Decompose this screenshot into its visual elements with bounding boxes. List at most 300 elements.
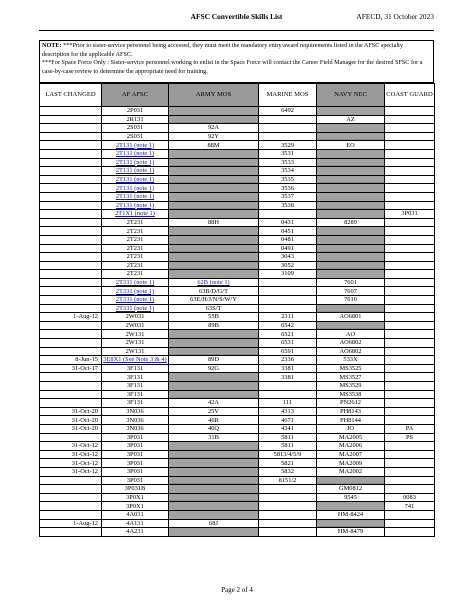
cell-army-mos [169,278,259,287]
cell-army-mos: 88M [169,141,259,150]
cell-af-afsc [102,210,169,219]
cell-navy-nec: MS3538 [317,390,385,399]
cell-marine-mos [259,296,317,305]
note-line-2: ***For Space Force Only : Sister-service personnel working to enlist in the Space Force will contact the Career Field Manager for the desired SFSC for a case-by-case review to determine the appropriate need for training. [42,59,423,75]
cell-last-changed [40,510,102,519]
cell-army-mos: 89B [169,321,259,330]
cell-af-afsc: 3P031 [102,476,169,485]
cell-coast-guard [385,244,435,253]
cell-army-mos: 55B [169,313,259,322]
cell-army-mos [169,158,259,167]
cell-marine-mos: 3535 [259,175,317,184]
cell-marine-mos [259,485,317,494]
cell-coast-guard [385,270,435,279]
cell-coast-guard [385,510,435,519]
cell-army-mos [169,467,259,476]
page-number: Page 2 of 4 [221,586,253,594]
cell-marine-mos [259,210,317,219]
cell-army-mos [169,192,259,201]
cell-army-mos: 92A [169,124,259,133]
table-row [40,528,435,537]
cell-navy-nec [317,519,385,528]
cell-army-mos [169,510,259,519]
cell-marine-mos: 2311 [259,313,317,322]
cell-coast-guard [385,304,435,313]
table-row [40,115,435,124]
cell-army-mos: 89D [169,356,259,365]
cell-navy-nec [317,201,385,210]
cell-coast-guard [385,356,435,365]
table-row [40,467,435,476]
cell-navy-nec [317,175,385,184]
table-row [40,493,435,502]
cell-coast-guard [385,278,435,287]
cell-af-afsc: 3P031 [102,442,169,451]
afsc-note-link[interactable]: 2T131 (note 1) [115,184,155,192]
cell-last-changed [40,167,102,176]
cell-army-mos: 63E/H/J/N/S/W/Y [169,296,259,305]
table-body [40,107,435,537]
cell-coast-guard [385,313,435,322]
cell-marine-mos: 6521 [259,330,317,339]
cell-af-afsc: 3F131 [102,390,169,399]
cell-af-afsc: 3P031 [102,459,169,468]
cell-navy-nec: AO [317,330,385,339]
cell-navy-nec [317,149,385,158]
table-row [40,416,435,425]
cell-af-afsc: 3N036 [102,407,169,416]
table-row [40,210,435,219]
cell-marine-mos: 6531 [259,339,317,348]
cell-af-afsc [102,287,169,296]
cell-coast-guard [385,227,435,236]
cell-last-changed [40,485,102,494]
cell-army-mos: 31B [169,433,259,442]
afsc-note-link[interactable]: 2T131 (note 1) [115,175,155,183]
afsc-note-link[interactable]: 2T1X1 (note 1) [115,210,155,218]
table-row [40,321,435,330]
table-row [40,485,435,494]
cell-navy-nec: MA2005 [317,433,385,442]
table-row [40,424,435,433]
cell-coast-guard [385,201,435,210]
cell-af-afsc [102,201,169,210]
cell-coast-guard [385,296,435,305]
cell-af-afsc: 4A031 [102,510,169,519]
cell-af-afsc [102,149,169,158]
cell-marine-mos: 3537 [259,192,317,201]
cell-coast-guard [385,382,435,391]
cell-marine-mos: 5813/4/5/9 [259,450,317,459]
cell-marine-mos [259,528,317,537]
cell-coast-guard: PS [385,433,435,442]
cell-last-changed [40,149,102,158]
cell-coast-guard [385,373,435,382]
cell-af-afsc: 3P0X1 [102,493,169,502]
cell-army-mos [169,493,259,502]
cell-last-changed [40,270,102,279]
cell-af-afsc: 3P031 [102,433,169,442]
cell-af-afsc [102,141,169,150]
cell-last-changed [40,261,102,270]
cell-marine-mos: 3531 [259,149,317,158]
cell-af-afsc [102,296,169,305]
cell-last-changed [40,184,102,193]
cell-af-afsc: 2S031 [102,124,169,133]
cell-marine-mos [259,287,317,296]
afsc-note-link[interactable]: 2T331 (note 1) [115,304,155,312]
table-row [40,107,435,116]
afsc-note-link[interactable]: 3E8X1 (See Note 3 & 4) [103,356,167,364]
cell-marine-mos: 0431 [259,218,317,227]
afsc-note-link[interactable]: 2T331 (note 1) [115,279,155,287]
cell-coast-guard [385,107,435,116]
cell-last-changed [40,330,102,339]
cell-coast-guard [385,485,435,494]
cell-navy-nec [317,235,385,244]
cell-af-afsc: 4A131 [102,519,169,528]
cell-coast-guard [385,407,435,416]
cell-last-changed [40,476,102,485]
cell-army-mos [169,149,259,158]
cell-last-changed [40,399,102,408]
cell-army-mos [169,459,259,468]
cell-army-mos [169,339,259,348]
cell-navy-nec: MA2009 [317,459,385,468]
cell-navy-nec: MS3525 [317,364,385,373]
cell-marine-mos: 4313 [259,407,317,416]
cell-coast-guard [385,467,435,476]
col-header-af-afsc: AF AFSC [102,84,169,107]
table-row [40,442,435,451]
cell-navy-nec [317,321,385,330]
afsc-note-link[interactable]: 2T131 (note 1) [115,158,155,166]
table-row [40,218,435,227]
cell-coast-guard [385,141,435,150]
cell-navy-nec: HM-8479 [317,528,385,537]
cell-coast-guard [385,364,435,373]
cell-navy-nec [317,184,385,193]
cell-navy-nec: AO6802 [317,347,385,356]
afsc-note-link[interactable]: 2T331 (note 1) [115,287,155,295]
cell-last-changed [40,132,102,141]
col-header-marine-mos: MARINE MOS [259,84,317,107]
cell-army-mos: 25V [169,407,259,416]
cell-coast-guard [385,235,435,244]
cell-navy-nec [317,158,385,167]
cell-coast-guard [385,390,435,399]
table-row [40,433,435,442]
cell-army-mos [169,330,259,339]
cell-army-mos: 88H [169,218,259,227]
cell-marine-mos: 5811 [259,442,317,451]
cell-navy-nec [317,167,385,176]
cell-navy-nec: MA2002 [317,467,385,476]
cell-marine-mos: 111 [259,399,317,408]
cell-last-changed [40,339,102,348]
cell-coast-guard [385,132,435,141]
cell-army-mos [169,450,259,459]
cell-army-mos [169,184,259,193]
document-date: AFECD, 31 October 2023 [356,12,434,21]
cell-marine-mos: 6492 [259,107,317,116]
cell-marine-mos: 3381 [259,364,317,373]
cell-last-changed: 8-Jun-15 [40,356,102,365]
cell-last-changed: 31-Oct-20 [40,416,102,425]
cell-army-mos: 68J [169,519,259,528]
cell-marine-mos: 5821 [259,459,317,468]
cell-af-afsc: 3P031B [102,485,169,494]
cell-last-changed: 1-Aug-12 [40,519,102,528]
cell-last-changed [40,278,102,287]
cell-navy-nec [317,304,385,313]
cell-last-changed [40,124,102,133]
table-row [40,253,435,262]
cell-navy-nec [317,476,385,485]
table-row [40,313,435,322]
col-header-last-changed: LAST CHANGED [40,84,102,107]
cell-af-afsc: 2T231 [102,244,169,253]
cell-army-mos: 46Q [169,424,259,433]
cell-marine-mos: 0491 [259,244,317,253]
cell-coast-guard [385,450,435,459]
cell-marine-mos [259,382,317,391]
cell-navy-nec: 9545 [317,493,385,502]
cell-af-afsc [102,192,169,201]
table-row [40,364,435,373]
cell-last-changed [40,373,102,382]
cell-navy-nec: MA2007 [317,450,385,459]
afsc-note-link[interactable]: 2T131 (note 1) [115,167,155,175]
cell-marine-mos [259,502,317,511]
cell-marine-mos [259,278,317,287]
cell-army-mos: 92Y [169,132,259,141]
cell-af-afsc: 2T231 [102,253,169,262]
cell-last-changed [40,218,102,227]
afsc-note-link[interactable]: 62B (note 1) [197,279,230,287]
note-label: NOTE: [42,42,62,49]
cell-af-afsc: 3P031 [102,467,169,476]
cell-army-mos [169,476,259,485]
cell-navy-nec: 8289 [317,218,385,227]
cell-coast-guard [385,519,435,528]
cell-last-changed [40,287,102,296]
table-row [40,261,435,270]
cell-coast-guard [385,459,435,468]
cell-army-mos: 42A [169,399,259,408]
table-row [40,158,435,167]
table-row [40,192,435,201]
cell-army-mos [169,201,259,210]
cell-navy-nec [317,132,385,141]
cell-last-changed [40,390,102,399]
cell-navy-nec: MS3529 [317,382,385,391]
cell-af-afsc: 2T231 [102,270,169,279]
col-header-army-mos: ARMY MOS [169,84,259,107]
cell-last-changed [40,201,102,210]
cell-navy-nec [317,210,385,219]
cell-navy-nec [317,107,385,116]
cell-navy-nec [317,124,385,133]
cell-navy-nec: GM0812 [317,485,385,494]
cell-navy-nec: EO [317,141,385,150]
cell-navy-nec [317,261,385,270]
cell-marine-mos: 4671 [259,416,317,425]
cell-coast-guard [385,476,435,485]
cell-army-mos [169,167,259,176]
cell-last-changed [40,321,102,330]
cell-army-mos [169,270,259,279]
cell-coast-guard [385,339,435,348]
table-row [40,510,435,519]
table-row [40,502,435,511]
cell-af-afsc [102,158,169,167]
cell-last-changed: 31-Oct-12 [40,459,102,468]
cell-marine-mos: 2336 [259,356,317,365]
cell-army-mos [169,347,259,356]
cell-af-afsc: 3F131 [102,364,169,373]
cell-last-changed: 31-Oct-12 [40,442,102,451]
table-row [40,390,435,399]
afsc-note-link[interactable]: 2T131 (note 1) [115,150,155,158]
cell-marine-mos: 3052 [259,261,317,270]
cell-navy-nec [317,270,385,279]
afsc-note-link[interactable]: 2T131 (note 1) [115,201,155,209]
cell-af-afsc: 2W131 [102,330,169,339]
table-row [40,399,435,408]
cell-coast-guard [385,167,435,176]
table-row [40,407,435,416]
cell-army-mos [169,253,259,262]
cell-coast-guard [385,261,435,270]
cell-navy-nec: PH8144 [317,416,385,425]
cell-marine-mos: 5832 [259,467,317,476]
cell-marine-mos [259,304,317,313]
table-row [40,227,435,236]
cell-af-afsc: 2T231 [102,235,169,244]
cell-marine-mos: 6591 [259,347,317,356]
note-box [39,40,434,83]
cell-last-changed [40,347,102,356]
cell-coast-guard [385,184,435,193]
cell-army-mos [169,235,259,244]
cell-last-changed: 31-Oct-20 [40,407,102,416]
cell-af-afsc: 2T231 [102,261,169,270]
cell-af-afsc: 3N036 [102,424,169,433]
cell-last-changed: 31-Oct-20 [40,424,102,433]
cell-af-afsc [102,304,169,313]
cell-army-mos [169,107,259,116]
table-row [40,167,435,176]
cell-army-mos [169,442,259,451]
cell-last-changed: 1-Aug-12 [40,313,102,322]
cell-navy-nec: 533X [317,356,385,365]
cell-coast-guard [385,175,435,184]
cell-navy-nec: AO6802 [317,339,385,348]
cell-coast-guard [385,158,435,167]
cell-af-afsc: 3P031 [102,450,169,459]
cell-army-mos [169,175,259,184]
table-row [40,278,435,287]
skills-table [39,83,435,537]
table-row [40,339,435,348]
cell-last-changed [40,192,102,201]
cell-marine-mos: 0481 [259,235,317,244]
cell-marine-mos: 3536 [259,184,317,193]
cell-marine-mos [259,493,317,502]
cell-army-mos [169,261,259,270]
cell-marine-mos: 4341 [259,424,317,433]
cell-last-changed [40,493,102,502]
table-row [40,124,435,133]
table-row [40,330,435,339]
table-row [40,141,435,150]
cell-marine-mos [259,115,317,124]
afsc-note-link[interactable]: 2T131 (note 1) [115,141,155,149]
cell-marine-mos [259,519,317,528]
cell-coast-guard [385,442,435,451]
cell-army-mos: 46R [169,416,259,425]
cell-navy-nec: 7601 [317,278,385,287]
cell-coast-guard: 0083 [385,493,435,502]
cell-coast-guard [385,115,435,124]
cell-navy-nec: AZ [317,115,385,124]
table-row [40,201,435,210]
cell-army-mos [169,485,259,494]
afsc-note-link[interactable]: 2T331 (note 1) [115,296,155,304]
table-row [40,347,435,356]
table-row [40,149,435,158]
cell-af-afsc: 2T231 [102,218,169,227]
cell-af-afsc: 2P031 [102,107,169,116]
afsc-note-link[interactable]: 2T131 (note 1) [115,193,155,201]
cell-af-afsc: 2R131 [102,115,169,124]
cell-last-changed [40,528,102,537]
cell-marine-mos: 3381 [259,373,317,382]
cell-marine-mos: 8151/2 [259,476,317,485]
cell-navy-nec [317,192,385,201]
cell-navy-nec [317,253,385,262]
table-row [40,184,435,193]
cell-last-changed [40,210,102,219]
cell-marine-mos: 5811 [259,433,317,442]
cell-marine-mos: 3538 [259,201,317,210]
table-header-row [40,84,435,107]
cell-coast-guard [385,416,435,425]
table-row [40,296,435,305]
cell-af-afsc: 3P0X1 [102,502,169,511]
cell-last-changed: 31-Oct-12 [40,450,102,459]
table-row [40,175,435,184]
cell-last-changed: 31-Oct-12 [40,467,102,476]
cell-coast-guard [385,330,435,339]
cell-marine-mos [259,390,317,399]
cell-coast-guard [385,347,435,356]
cell-last-changed [40,107,102,116]
cell-navy-nec: 7607 [317,287,385,296]
cell-navy-nec: AO6801 [317,313,385,322]
page-header [39,12,434,24]
cell-marine-mos: 3534 [259,167,317,176]
cell-army-mos: 63S/T [169,304,259,313]
cell-coast-guard [385,149,435,158]
cell-navy-nec: PN2612 [317,399,385,408]
cell-af-afsc: 2W031 [102,321,169,330]
cell-af-afsc: 2W131 [102,339,169,348]
cell-af-afsc [102,175,169,184]
col-header-coast-guard: COAST GUARD [385,84,435,107]
table-row [40,270,435,279]
